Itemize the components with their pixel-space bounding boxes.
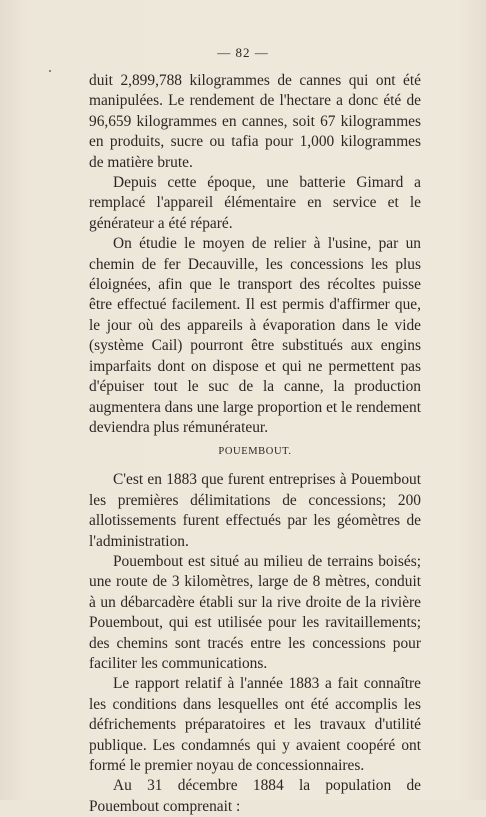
paragraph-rapport: Le rapport relatif à l'année 1883 a fait connaître les conditions dans lesquelles ont été accomplis les défrichements préparatoires et les travaux d'utilité publique. Les condamnés qui y avaient coopéré ont formé le premier noyau de concessionnaires.	[89, 675, 421, 774]
page-number: — 82 —	[217, 45, 269, 60]
paragraph-batterie: Depuis cette époque, une batterie Gimard a remplacé l'appareil élémentaire en service et le générateur a été réparé.	[89, 174, 421, 232]
paragraph-continuation: duit 2,899,788 kilogrammes de cannes qui ont été manipulées. Le rendement de l'hectare a donc été de 96,659 kilogrammes en cannes, soit 67 kilogrammes en produits, sucre ou tafia pour 1,000 kilogrammes de matière brute.	[89, 72, 421, 171]
section-heading: POUEMBOUT.	[218, 446, 292, 458]
paragraph-delimitations: C'est en 1883 que furent entreprises à Pouembout les premières délimitations de concessions; 200 allotissements furent effectués par les géomètres de l'administration.	[89, 471, 421, 550]
ink-speck	[49, 70, 51, 72]
paragraph-situation: Pouembout est situé au milieu de terrains boisés; une route de 3 kilomètres, large de 8 mètres, conduit à un débarcadère établi sur la rive droite de la rivière Pouembout, qui est utilisée pour les ravitaillements; des chemins sont tracés entre les concessions pour faciliter les communications.	[89, 552, 421, 672]
paragraph-decauville: On étudie le moyen de relier à l'usine, par un chemin de fer Decauville, les concessions les plus éloignées, afin que le transport des récoltes puisse être effectué facilement. Il est permis d'affirmer que, le jour où des appareils à évaporation dans le vide (système Cail) pourront être substitués aux engins imparfaits dont on dispose et qui ne permettent pas d'épuiser tout le suc de la canne, la production augmentera dans une large proportion et le rendement deviendra plus rémunérateur.	[89, 235, 421, 436]
body-text	[89, 71, 421, 817]
paragraph-population: Au 31 décembre 1884 la population de Pouembout comprenait :	[89, 777, 421, 815]
